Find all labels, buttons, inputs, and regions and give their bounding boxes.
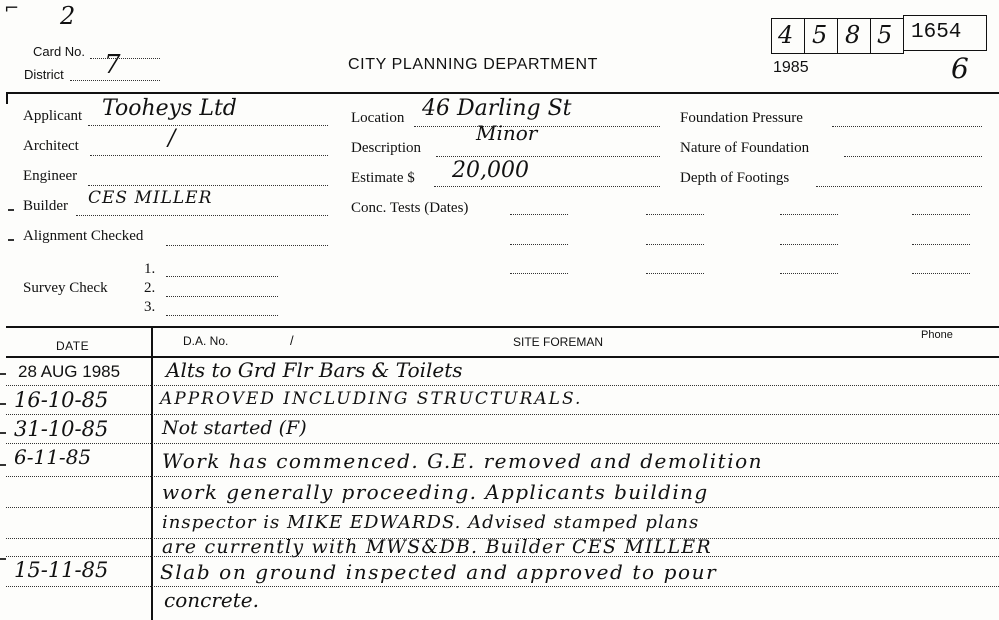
- log-header-da-slash: /: [290, 333, 294, 348]
- conc-line-2b: [646, 244, 704, 245]
- margin-dash: [8, 209, 14, 211]
- alignment-line: [166, 245, 328, 246]
- log-date: 16-10-85: [14, 388, 109, 412]
- log-row: [0, 445, 999, 477]
- alignment-label: Alignment Checked: [23, 228, 144, 244]
- log-row-line: [6, 385, 999, 386]
- file-digit-box-2: [804, 18, 838, 54]
- conc-line-3c: [780, 273, 838, 274]
- margin-dash: [0, 558, 6, 560]
- conc-line-3d: [912, 273, 970, 274]
- conc-line-3b: [646, 273, 704, 274]
- log-date: 28 AUG 1985: [18, 362, 121, 381]
- file-number: 1654: [911, 21, 962, 44]
- log-row: [0, 588, 999, 618]
- file-digit-box-1: [771, 18, 805, 54]
- district-label: District: [24, 67, 64, 82]
- log-header-date: DATE: [56, 339, 90, 353]
- margin-dash: [0, 464, 6, 466]
- applicant-line: [88, 125, 328, 126]
- log-row-line: [6, 586, 999, 587]
- log-text: inspector is MIKE EDWARDS. Advised stamped plans: [162, 512, 700, 533]
- estimate-line: [434, 186, 660, 187]
- card-no-label: Card No.: [33, 44, 86, 59]
- margin-dash: [0, 403, 6, 405]
- log-row: [0, 358, 999, 387]
- foundation-pressure-label: Foundation Pressure: [680, 110, 803, 126]
- log-body: [0, 358, 999, 620]
- corner-hook-mark: ⌐: [4, 0, 20, 19]
- builder-label: Builder: [23, 198, 68, 214]
- margin-dash: [0, 432, 6, 434]
- survey-2-line: [166, 296, 278, 297]
- conc-line-1a: [510, 214, 568, 215]
- survey-3-label: 3.: [144, 299, 156, 315]
- description-value: Minor: [476, 121, 538, 145]
- conc-line-2a: [510, 244, 568, 245]
- district-line: [70, 80, 160, 81]
- survey-label: Survey Check: [23, 280, 108, 296]
- file-digit-box-4: [870, 18, 904, 54]
- file-digit-box-3: [837, 18, 871, 54]
- description-line: [436, 156, 660, 157]
- architect-label: Architect: [23, 138, 79, 154]
- top-left-tick: [6, 92, 8, 104]
- log-text: APPROVED INCLUDING STRUCTURALS.: [160, 389, 583, 409]
- depth-line: [816, 186, 982, 187]
- log-header-site-foreman: SITE FOREMAN: [513, 335, 604, 349]
- nature-of-foundation-label: Nature of Foundation: [680, 140, 810, 156]
- log-text: Work has commenced. G.E. removed and demolition: [162, 449, 764, 473]
- log-header-da-no: D.A. No.: [183, 334, 229, 348]
- log-row: [0, 478, 999, 508]
- nature-line: [844, 156, 982, 157]
- log-text: are currently with MWS&DB. Builder CES MILLER: [162, 536, 712, 558]
- conc-line-3a: [510, 273, 568, 274]
- log-top-divider: [6, 326, 999, 328]
- top-divider: [6, 92, 999, 94]
- builder-line: [76, 215, 328, 216]
- estimate-value: 20,000: [452, 158, 529, 183]
- applicant-label: Applicant: [23, 108, 83, 124]
- log-row: [0, 416, 999, 445]
- conc-line-1b: [646, 214, 704, 215]
- log-text: work generally proceeding. Applicants building: [162, 480, 709, 504]
- file-digit-4: 5: [877, 21, 893, 49]
- description-label: Description: [351, 140, 421, 156]
- conc-line-1c: [780, 214, 838, 215]
- conc-tests-label: Conc. Tests (Dates): [351, 200, 469, 216]
- log-text: Alts to Grd Flr Bars & Toilets: [166, 358, 463, 382]
- log-row-line: [6, 507, 999, 508]
- margin-dash: [8, 239, 14, 241]
- conc-line-2d: [912, 244, 970, 245]
- architect-line: [90, 155, 328, 156]
- card-no-line: [90, 58, 160, 59]
- log-row-line: [6, 476, 999, 477]
- survey-3-line: [166, 315, 278, 316]
- foundation-pressure-line: [832, 126, 982, 127]
- log-date: 15-11-85: [14, 558, 109, 582]
- log-text: Not started (F): [162, 417, 307, 439]
- architect-value: /: [168, 126, 176, 151]
- engineer-label: Engineer: [23, 168, 78, 184]
- location-value: 46 Darling St: [422, 96, 572, 121]
- file-digit-2: 5: [812, 21, 828, 49]
- conc-line-2c: [780, 244, 838, 245]
- builder-value: CES MILLER: [88, 188, 213, 208]
- log-text: concrete.: [164, 588, 259, 612]
- year-suffix: 6: [951, 52, 969, 85]
- survey-1-line: [166, 276, 278, 277]
- year-label: 1985: [773, 59, 809, 76]
- file-number-box: [903, 15, 987, 51]
- log-row: [0, 509, 999, 539]
- file-digit-1: 4: [778, 21, 794, 49]
- survey-2-label: 2.: [144, 280, 156, 296]
- survey-1-label: 1.: [144, 261, 156, 277]
- log-header-phone: Phone: [921, 329, 953, 341]
- log-row-line: [6, 414, 999, 415]
- department-title: CITY PLANNING DEPARTMENT: [348, 56, 598, 73]
- log-row-line: [6, 556, 999, 557]
- log-row: [0, 387, 999, 416]
- log-row-line: [6, 443, 999, 444]
- conc-line-1d: [912, 214, 970, 215]
- file-digit-3: 8: [845, 21, 861, 49]
- district-value: 7: [104, 50, 121, 80]
- applicant-value: Tooheys Ltd: [102, 96, 237, 121]
- log-date: 6-11-85: [14, 445, 92, 469]
- estimate-label: Estimate $: [351, 170, 415, 186]
- margin-dash: [0, 373, 6, 375]
- corner-mark: 2: [60, 2, 76, 30]
- log-date: 31-10-85: [14, 417, 109, 441]
- log-text: Slab on ground inspected and approved to pour: [160, 560, 718, 584]
- depth-of-footings-label: Depth of Footings: [680, 170, 790, 186]
- engineer-line: [88, 185, 328, 186]
- location-label: Location: [351, 110, 405, 126]
